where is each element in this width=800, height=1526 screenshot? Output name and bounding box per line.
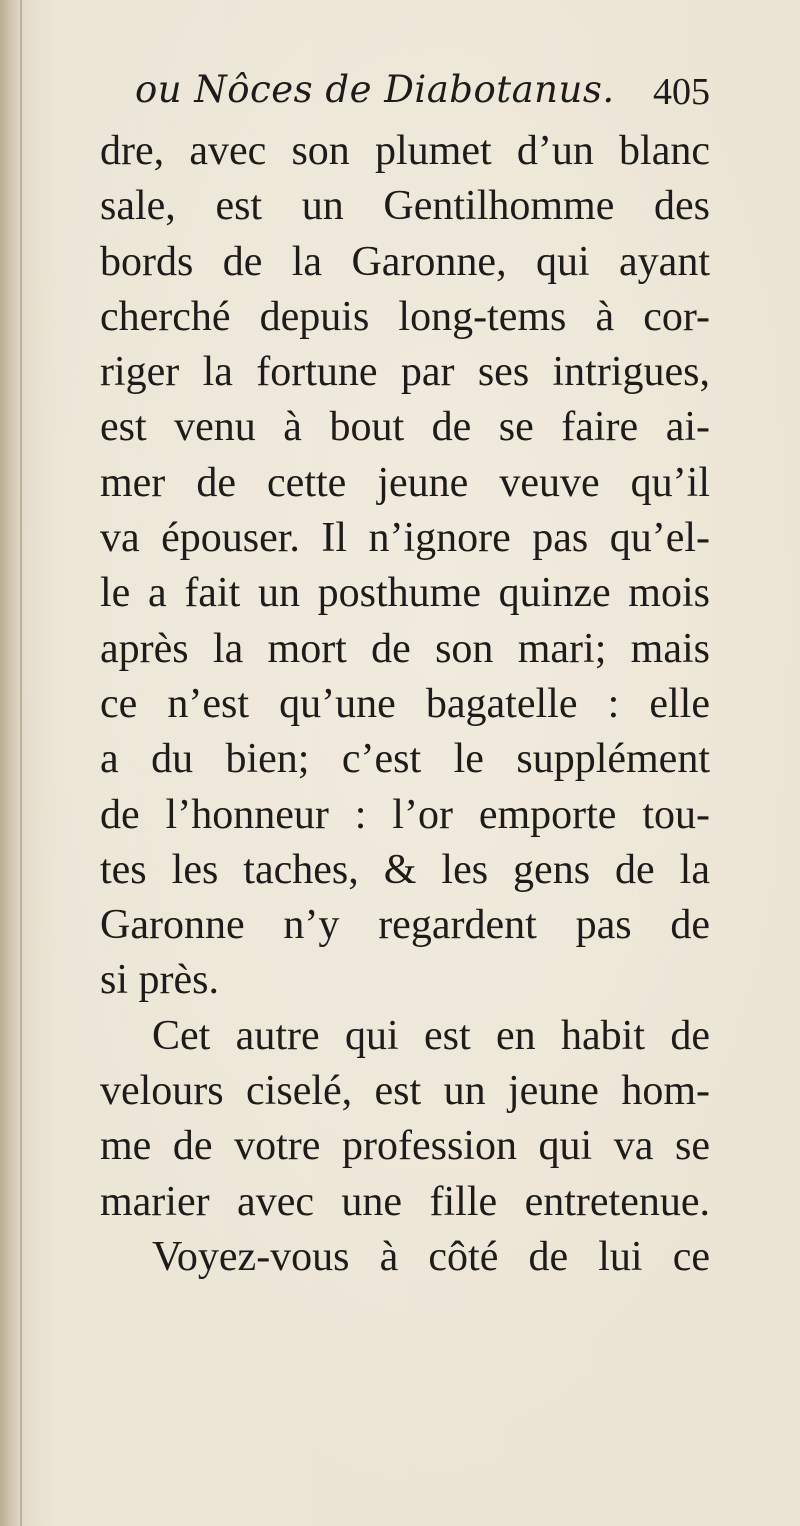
page-gutter bbox=[0, 0, 26, 1526]
text-line: me de votre profession qui va se bbox=[100, 1123, 710, 1170]
text-line: riger la fortune par ses intrigues, bbox=[100, 349, 710, 396]
text-line: après la mort de son mari; mais bbox=[100, 625, 710, 672]
text-line: va épouser. Il n’ignore pas qu’el- bbox=[100, 515, 710, 562]
running-head: ou Nôces de Diabotanus. bbox=[135, 68, 615, 111]
text-line: dre, avec son plumet d’un blanc bbox=[100, 128, 710, 174]
text-line: Voyez-vous à côté de lui ce bbox=[152, 1233, 710, 1280]
text-line: bords de la Garonne, qui ayant bbox=[100, 238, 710, 285]
text-line: sale, est un Gentilhomme des bbox=[100, 183, 710, 230]
body-text bbox=[100, 124, 710, 1285]
text-line: velours ciselé, est un jeune hom- bbox=[100, 1068, 710, 1115]
text-line: marier avec une fille entretenue. bbox=[100, 1178, 710, 1225]
text-line: ce n’est qu’une bagatelle : elle bbox=[100, 680, 710, 727]
page-number: 405 bbox=[653, 71, 710, 113]
text-line: tes les taches, & les gens de la bbox=[100, 846, 710, 893]
text-line: le a fait un posthume quinze mois bbox=[100, 570, 710, 617]
text-line: si près. bbox=[100, 957, 219, 1004]
text-line: Garonne n’y regardent pas de bbox=[100, 902, 710, 949]
text-line: cherché depuis long-tems à cor- bbox=[100, 293, 710, 340]
page-header bbox=[135, 68, 710, 126]
text-line: a du bien; c’est le supplément bbox=[100, 736, 710, 783]
text-line: de l’honneur : l’or emporte tou- bbox=[100, 791, 710, 838]
text-line: Cet autre qui est en habit de bbox=[152, 1012, 710, 1059]
text-line: est venu à bout de se faire ai- bbox=[100, 404, 710, 451]
text-line: mer de cette jeune veuve qu’il bbox=[100, 459, 710, 506]
binding-edge bbox=[20, 0, 22, 1526]
